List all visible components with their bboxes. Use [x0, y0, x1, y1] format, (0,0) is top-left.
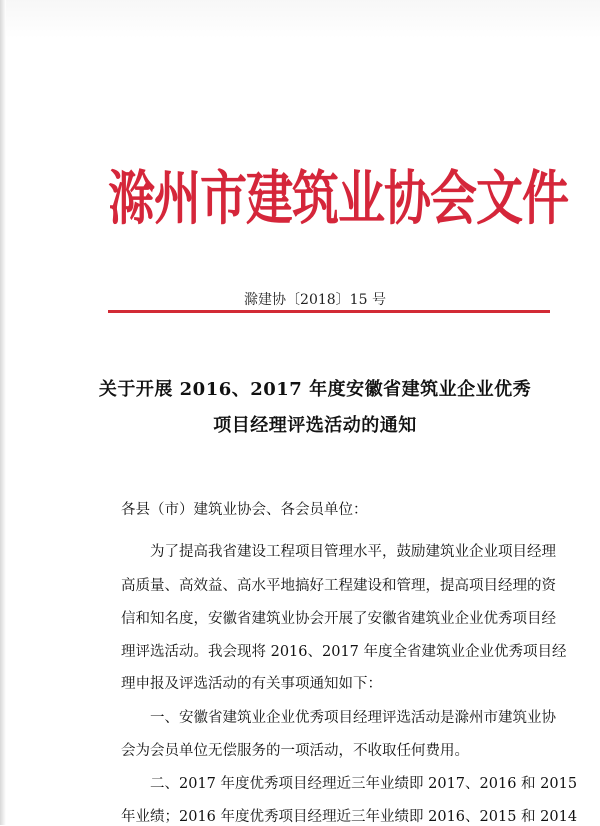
body-line: 年业绩；2016 年度优秀项目经理近三年业绩即 2016、2015 和 2014 [121, 809, 578, 825]
body-line: 信和知名度，安徽省建筑业协会开展了安徽省建筑业企业优秀项目经 [121, 611, 556, 627]
scan-shadow-top [0, 0, 600, 38]
body-line: 会为会员单位无偿服务的一项活动，不收取任何费用。 [121, 743, 469, 759]
red-divider-rule [108, 310, 550, 313]
addressee: 各县（市）建筑业协会、各会员单位： [121, 502, 368, 518]
body-line: 理申报及评选活动的有关事项通知如下： [121, 676, 382, 692]
document-masthead: 滁州市建筑业协会文件 [108, 164, 568, 234]
notice-title-line-2: 项目经理评选活动的通知 [213, 415, 417, 436]
body-line: 二、2017 年度优秀项目经理近三年业绩即 2017、2016 和 2015 [150, 776, 578, 792]
body-line: 为了提高我省建设工程项目管理水平，鼓励建筑业企业项目经理 [150, 544, 556, 560]
body-line: 一、安徽省建筑业企业优秀项目经理评选活动是滁州市建筑业协 [150, 710, 556, 726]
body-line: 理评选活动。我会现将 2016、2017 年度全省建筑业企业优秀项目经 [121, 644, 567, 660]
document-number: 滁建协〔2018〕15 号 [244, 292, 386, 308]
body-line: 高质量、高效益、高水平地搞好工程建设和管理，提高项目经理的资 [121, 578, 556, 594]
notice-title-line-1: 关于开展 2016、2017 年度安徽省建筑业企业优秀 [98, 379, 532, 400]
